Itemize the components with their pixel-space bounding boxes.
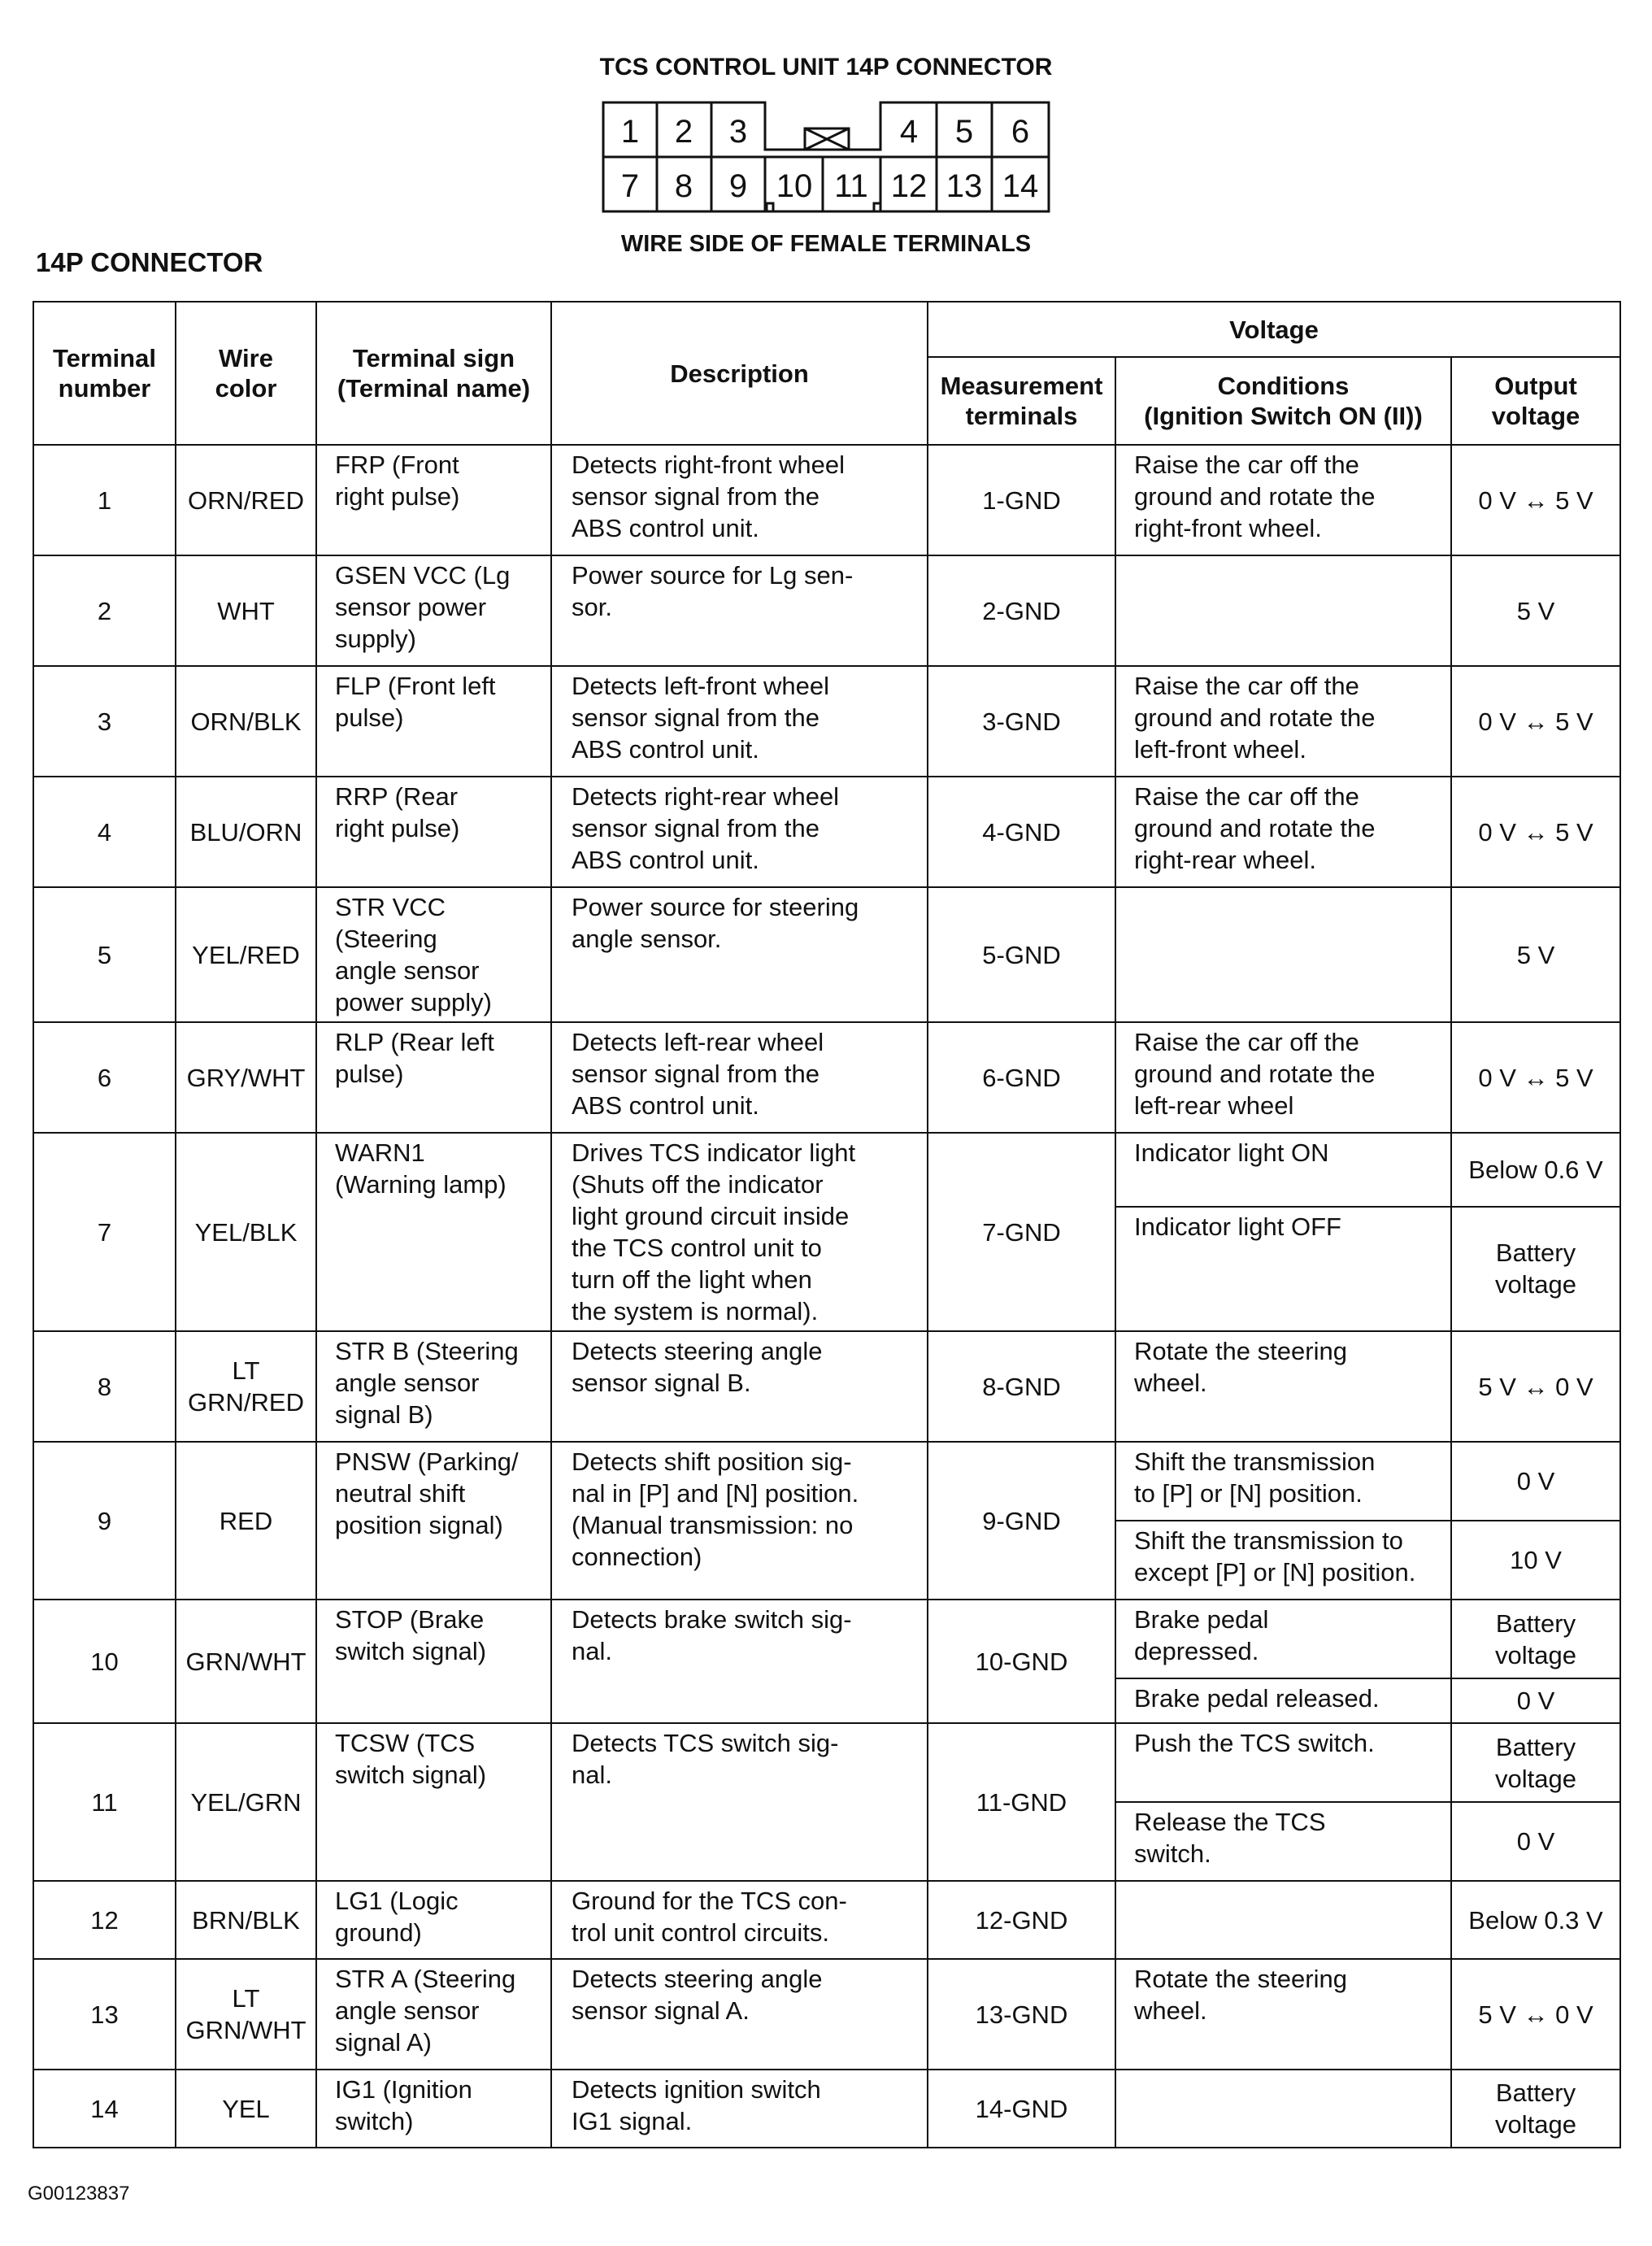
table-body — [33, 445, 1620, 2148]
conditions-cell — [1115, 1881, 1451, 1959]
measurement-terminals-cell: 6-GND — [928, 1022, 1115, 1133]
terminal-number-cell: 10 — [33, 1600, 176, 1723]
output-voltage-cell: Battery voltage — [1451, 1723, 1620, 1802]
terminal-sign-cell: FLP (Front left pulse) — [316, 666, 551, 777]
output-voltage-cell: 0 V ↔ 5 V — [1451, 445, 1620, 555]
description-cell: Detects steering angle sensor signal B. — [551, 1331, 928, 1442]
table-row — [33, 1959, 1620, 2070]
terminal-sign-cell: STR VCC (Steering angle sensor power supply) — [316, 887, 551, 1022]
terminal-number-cell: 11 — [33, 1723, 176, 1881]
connector-pin-label: 5 — [954, 114, 974, 150]
conditions-cell: Brake pedal released. — [1115, 1678, 1451, 1723]
connector-pin-label: 1 — [620, 114, 640, 150]
conditions-cell — [1115, 555, 1451, 666]
output-voltage-cell: 5 V ↔ 0 V — [1451, 1959, 1620, 2070]
description-cell: Power source for Lg sen- sor. — [551, 555, 928, 666]
terminal-sign-cell: STR A (Steering angle sensor signal A) — [316, 1959, 551, 2070]
output-voltage-cell: Below 0.6 V — [1451, 1133, 1620, 1207]
terminal-sign-cell: PNSW (Parking/ neutral shift position signal) — [316, 1442, 551, 1600]
output-voltage-cell: 5 V — [1451, 887, 1620, 1022]
terminal-sign-cell: GSEN VCC (Lg sensor power supply) — [316, 555, 551, 666]
output-voltage-cell: 0 V — [1451, 1442, 1620, 1521]
measurement-terminals-cell: 10-GND — [928, 1600, 1115, 1723]
wire-color-cell: LT GRN/RED — [176, 1331, 316, 1442]
connector-pin-label: 7 — [620, 168, 640, 204]
connector-title: TCS CONTROL UNIT 14P CONNECTOR — [599, 54, 1053, 81]
conditions-cell: Rotate the steering wheel. — [1115, 1959, 1451, 2070]
measurement-terminals-cell: 2-GND — [928, 555, 1115, 666]
terminal-number-cell: 5 — [33, 887, 176, 1022]
output-voltage-cell: 0 V ↔ 5 V — [1451, 1022, 1620, 1133]
connector-pin-label: 13 — [946, 168, 983, 204]
table-row — [33, 666, 1620, 777]
terminal-number-cell: 9 — [33, 1442, 176, 1600]
description-cell: Detects left-front wheel sensor signal from the ABS control unit. — [551, 666, 928, 777]
measurement-terminals-cell: 8-GND — [928, 1331, 1115, 1442]
table-row — [33, 2070, 1620, 2148]
section-title: 14P CONNECTOR — [36, 247, 263, 277]
measurement-terminals-cell: 5-GND — [928, 887, 1115, 1022]
output-voltage-cell: 0 V — [1451, 1802, 1620, 1881]
conditions-cell: Push the TCS switch. — [1115, 1723, 1451, 1802]
table-row — [33, 777, 1620, 887]
conditions-cell: Shift the transmission to except [P] or [N] position. — [1115, 1521, 1451, 1600]
wire-color-cell: LT GRN/WHT — [176, 1959, 316, 2070]
output-voltage-cell: 0 V — [1451, 1678, 1620, 1723]
conditions-cell: Shift the transmission to [P] or [N] position. — [1115, 1442, 1451, 1521]
output-voltage-cell: 0 V ↔ 5 V — [1451, 666, 1620, 777]
header-output-voltage: Output voltage — [1451, 357, 1620, 445]
conditions-cell — [1115, 887, 1451, 1022]
output-voltage-cell: 5 V ↔ 0 V — [1451, 1331, 1620, 1442]
description-cell: Drives TCS indicator light (Shuts off the indicator light ground circuit inside the TCS control unit to turn off the light when the system is normal). — [551, 1133, 928, 1331]
connector-pin-label: 12 — [890, 168, 928, 204]
connector-pin-label: 11 — [834, 168, 868, 204]
connector-diagram — [0, 0, 1652, 220]
measurement-terminals-cell: 11-GND — [928, 1723, 1115, 1881]
connector-pin-label: 4 — [899, 114, 919, 150]
conditions-cell: Rotate the steering wheel. — [1115, 1331, 1451, 1442]
table-row — [33, 555, 1620, 666]
measurement-terminals-cell: 9-GND — [928, 1442, 1115, 1600]
terminal-sign-cell: IG1 (Ignition switch) — [316, 2070, 551, 2148]
terminal-sign-cell: LG1 (Logic ground) — [316, 1881, 551, 1959]
wire-color-cell: GRY/WHT — [176, 1022, 316, 1133]
description-cell: Detects right-front wheel sensor signal from the ABS control unit. — [551, 445, 928, 555]
conditions-cell: Indicator light ON — [1115, 1133, 1451, 1207]
wire-color-cell: GRN/WHT — [176, 1600, 316, 1723]
description-cell: Power source for steering angle sensor. — [551, 887, 928, 1022]
diagram-code: G00123837 — [28, 2183, 130, 2205]
conditions-cell: Brake pedal depressed. — [1115, 1600, 1451, 1678]
measurement-terminals-cell: 4-GND — [928, 777, 1115, 887]
table-row — [33, 887, 1620, 1022]
description-cell: Detects TCS switch sig- nal. — [551, 1723, 928, 1881]
wire-color-cell: BLU/ORN — [176, 777, 316, 887]
wire-color-cell: YEL/RED — [176, 887, 316, 1022]
table-row — [33, 1723, 1620, 1802]
terminal-table — [33, 301, 1621, 2148]
conditions-cell: Indicator light OFF — [1115, 1207, 1451, 1331]
wire-color-cell: BRN/BLK — [176, 1881, 316, 1959]
connector-pin-label: 10 — [776, 168, 813, 204]
header-terminal-sign: Terminal sign (Terminal name) — [316, 302, 551, 445]
measurement-terminals-cell: 13-GND — [928, 1959, 1115, 2070]
output-voltage-cell: Below 0.3 V — [1451, 1881, 1620, 1959]
table-header — [33, 302, 1620, 445]
terminal-sign-cell: FRP (Front right pulse) — [316, 445, 551, 555]
terminal-number-cell: 6 — [33, 1022, 176, 1133]
wire-side-caption: WIRE SIDE OF FEMALE TERMINALS — [620, 231, 1032, 257]
output-voltage-cell: Battery voltage — [1451, 2070, 1620, 2148]
table-row — [33, 1022, 1620, 1133]
header-voltage: Voltage — [928, 302, 1620, 357]
table-row — [33, 1881, 1620, 1959]
measurement-terminals-cell: 14-GND — [928, 2070, 1115, 2148]
terminal-number-cell: 7 — [33, 1133, 176, 1331]
connector-pin-label: 2 — [674, 114, 693, 150]
description-cell: Detects left-rear wheel sensor signal from the ABS control unit. — [551, 1022, 928, 1133]
terminal-sign-cell: WARN1 (Warning lamp) — [316, 1133, 551, 1331]
terminal-number-cell: 2 — [33, 555, 176, 666]
terminal-number-cell: 8 — [33, 1331, 176, 1442]
measurement-terminals-cell: 3-GND — [928, 666, 1115, 777]
wire-color-cell: WHT — [176, 555, 316, 666]
description-cell: Ground for the TCS con- trol unit control circuits. — [551, 1881, 928, 1959]
description-cell: Detects steering angle sensor signal A. — [551, 1959, 928, 2070]
table-row — [33, 1331, 1620, 1442]
terminal-sign-cell: RLP (Rear left pulse) — [316, 1022, 551, 1133]
wire-color-cell: YEL/BLK — [176, 1133, 316, 1331]
terminal-number-cell: 1 — [33, 445, 176, 555]
terminal-sign-cell: STOP (Brake switch signal) — [316, 1600, 551, 1723]
terminal-sign-cell: TCSW (TCS switch signal) — [316, 1723, 551, 1881]
terminal-sign-cell: RRP (Rear right pulse) — [316, 777, 551, 887]
header-measurement-terminals: Measurement terminals — [928, 357, 1115, 445]
wire-color-cell: YEL — [176, 2070, 316, 2148]
header-description: Description — [551, 302, 928, 445]
connector-pin-label: 14 — [1002, 168, 1039, 204]
conditions-cell — [1115, 2070, 1451, 2148]
measurement-terminals-cell: 12-GND — [928, 1881, 1115, 1959]
terminal-sign-cell: STR B (Steering angle sensor signal B) — [316, 1331, 551, 1442]
header-conditions: Conditions (Ignition Switch ON (II)) — [1115, 357, 1451, 445]
table-row — [33, 445, 1620, 555]
wire-color-cell: ORN/BLK — [176, 666, 316, 777]
output-voltage-cell: 10 V — [1451, 1521, 1620, 1600]
conditions-cell: Raise the car off the ground and rotate the left-rear wheel — [1115, 1022, 1451, 1133]
description-cell: Detects right-rear wheel sensor signal from the ABS control unit. — [551, 777, 928, 887]
connector-pin-label: 3 — [728, 114, 748, 150]
terminal-number-cell: 14 — [33, 2070, 176, 2148]
wire-color-cell: RED — [176, 1442, 316, 1600]
terminal-number-cell: 3 — [33, 666, 176, 777]
measurement-terminals-cell: 7-GND — [928, 1133, 1115, 1331]
output-voltage-cell: Battery voltage — [1451, 1600, 1620, 1678]
conditions-cell: Raise the car off the ground and rotate the right-front wheel. — [1115, 445, 1451, 555]
table-row — [33, 1442, 1620, 1521]
table-row — [33, 1133, 1620, 1207]
header-wire-color: Wire color — [176, 302, 316, 445]
description-cell: Detects brake switch sig- nal. — [551, 1600, 928, 1723]
header-terminal-number: Terminal number — [33, 302, 176, 445]
measurement-terminals-cell: 1-GND — [928, 445, 1115, 555]
output-voltage-cell: Battery voltage — [1451, 1207, 1620, 1331]
connector-pin-label: 9 — [728, 168, 748, 204]
table-row — [33, 1600, 1620, 1678]
wire-color-cell: YEL/GRN — [176, 1723, 316, 1881]
connector-pin-label: 6 — [1011, 114, 1030, 150]
description-cell: Detects shift position sig- nal in [P] and [N] position. (Manual transmission: no connection) — [551, 1442, 928, 1600]
conditions-cell: Raise the car off the ground and rotate the right-rear wheel. — [1115, 777, 1451, 887]
conditions-cell: Release the TCS switch. — [1115, 1802, 1451, 1881]
conditions-cell: Raise the car off the ground and rotate the left-front wheel. — [1115, 666, 1451, 777]
terminal-number-cell: 4 — [33, 777, 176, 887]
wire-color-cell: ORN/RED — [176, 445, 316, 555]
output-voltage-cell: 0 V ↔ 5 V — [1451, 777, 1620, 887]
description-cell: Detects ignition switch IG1 signal. — [551, 2070, 928, 2148]
terminal-number-cell: 12 — [33, 1881, 176, 1959]
connector-pin-label: 8 — [674, 168, 693, 204]
output-voltage-cell: 5 V — [1451, 555, 1620, 666]
terminal-number-cell: 13 — [33, 1959, 176, 2070]
